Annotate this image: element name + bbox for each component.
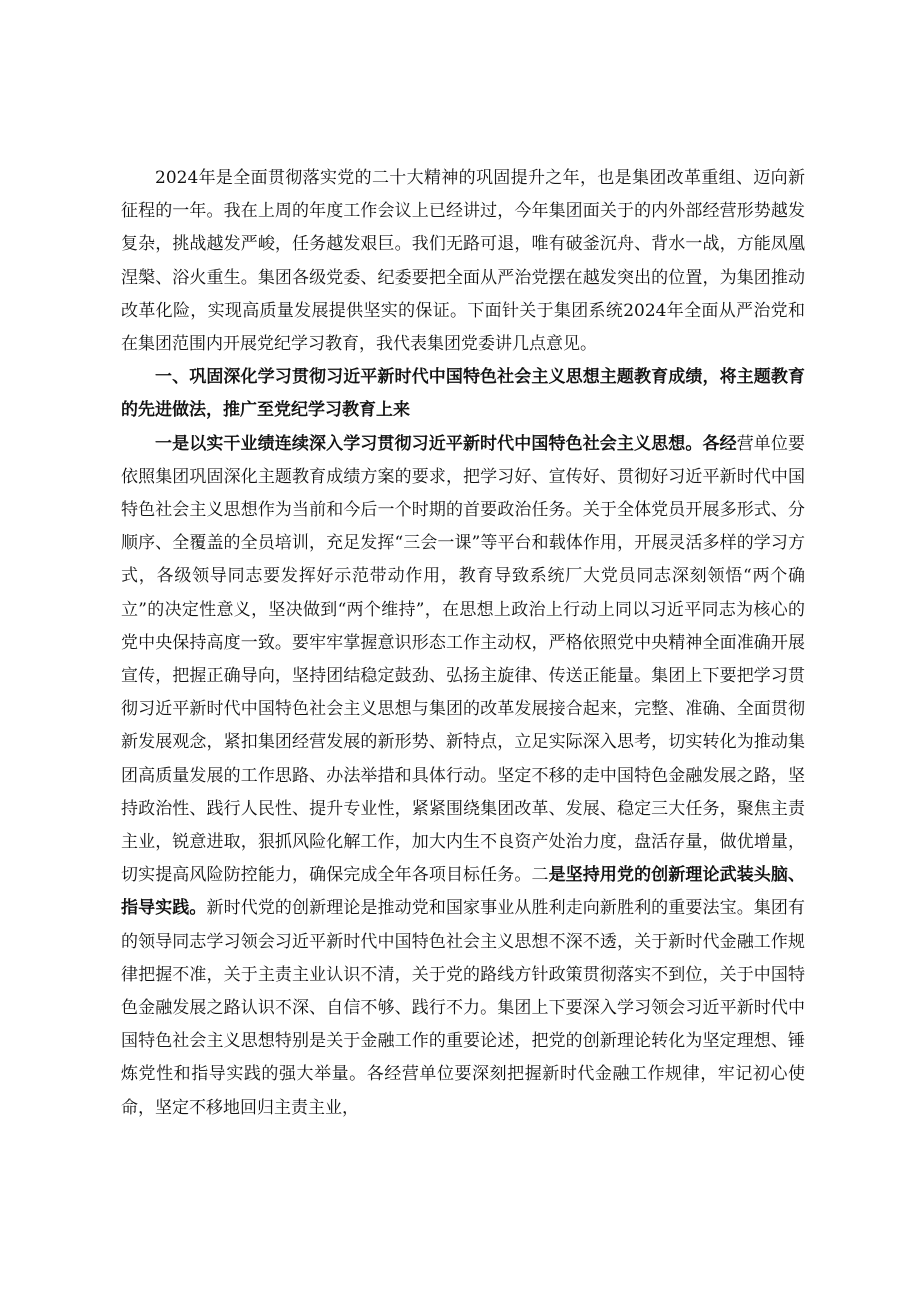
- document-body: [121, 162, 805, 1125]
- point-1-body: 营单位要依照集团巩固深化主题教育成绩方案的要求，把学习好、宣传好、贯彻好习近平新时代中国特色社会主义思想作为当前和今后一个时期的首要政治任务。关于全体党员开展多形式、分顺序、全覆盖的全员培训，充足发挥“三会一课”等平台和载体作用，开展灵活多样的学习方式，各级领导同志要发挥好示范带动作用，教育导致系统厂大党员同志深刻领悟“两个确立”的决定性意义，坚决做到“两个维持”，在思想上政治上行动上同以习近平同志为核心的党中央保持高度一致。要牢牢掌握意识形态工作主动权，严格依照党中央精神全面准确开展宣传，把握正确导向，坚持团结稳定鼓劲、弘扬主旋律、传送正能量。集团上下要把学习贯彻习近平新时代中国特色社会主义思想与集团的改革发展接合起来，完整、准确、全面贯彻新发展观念，紧扣集团经营发展的新形势、新特点，立足实际深入思考，切实转化为推动集团高质量发展的工作思路、办法举措和具体行动。坚定不移的走中国特色金融发展之路，坚持政治性、践行人民性、提升专业性，紧紧围绕集团改革、发展、稳定三大任务，聚焦主责主业，锐意进取，狠抓风险化解工作，加大内生不良资产处治力度，盘活存量，做优增量，切实提高风险防控能力，确保完成全年各项目标任务。二: [121, 433, 806, 886]
- intro-paragraph: 2024年是全面贯彻落实党的二十大精神的巩固提升之年，也是集团改革重组、迈向新征程的一年。我在上周的年度工作会议上已经讲过，今年集团面关于的内外部经营形势越发复杂，挑战越发严峻，任务越发艰巨。我们无路可退，唯有破釜沉舟、背水一战，方能凤凰涅槃、浴火重生。集团各级党委、纪委要把全面从严治党摆在越发突出的位置，为集团推动改革化险，实现高质量发展提供坚实的保证。下面针关于集团系统2024年全面从严治党和在集团范围内开展党纪学习教育，我代表集团党委讲几点意见。: [121, 168, 805, 355]
- body-paragraph-point-1: [121, 428, 805, 1125]
- point-2-body: 新时代党的创新理论是推动党和国家事业从胜利走向新胜利的重要法宝。集团有的领导同志学习领会习近平新时代中国特色社会主义思想不深不透，关于新时代金融工作规律把握不准，关于主责主业认识不清，关于党的路线方针政策贯彻落实不到位，关于中国特色金融发展之路认识不深、自信不够、践行不力。集团上下要深入学习领会习近平新时代中国特色社会主义思想特别是关于金融工作的重要论述，把党的创新理论转化为坚定理想、锤炼党性和指导实践的强大举量。各经营单位要深刻把握新时代金融工作规律，牢记初心使命，坚定不移地回归主责主业，: [121, 898, 806, 1118]
- section-heading-1: 一、巩固深化学习贯彻习近平新时代中国特色社会主义思想主题教育成绩，将主题教育的先进做法，推广至党纪学习教育上来: [121, 367, 805, 421]
- point-2-lead: 是坚持用党的创新理论武装头脑、指导实践。: [121, 865, 806, 919]
- point-1-lead: 一是以实干业绩连续深入学习贯彻习近平新时代中国特色社会主义思想。各经: [155, 433, 737, 454]
